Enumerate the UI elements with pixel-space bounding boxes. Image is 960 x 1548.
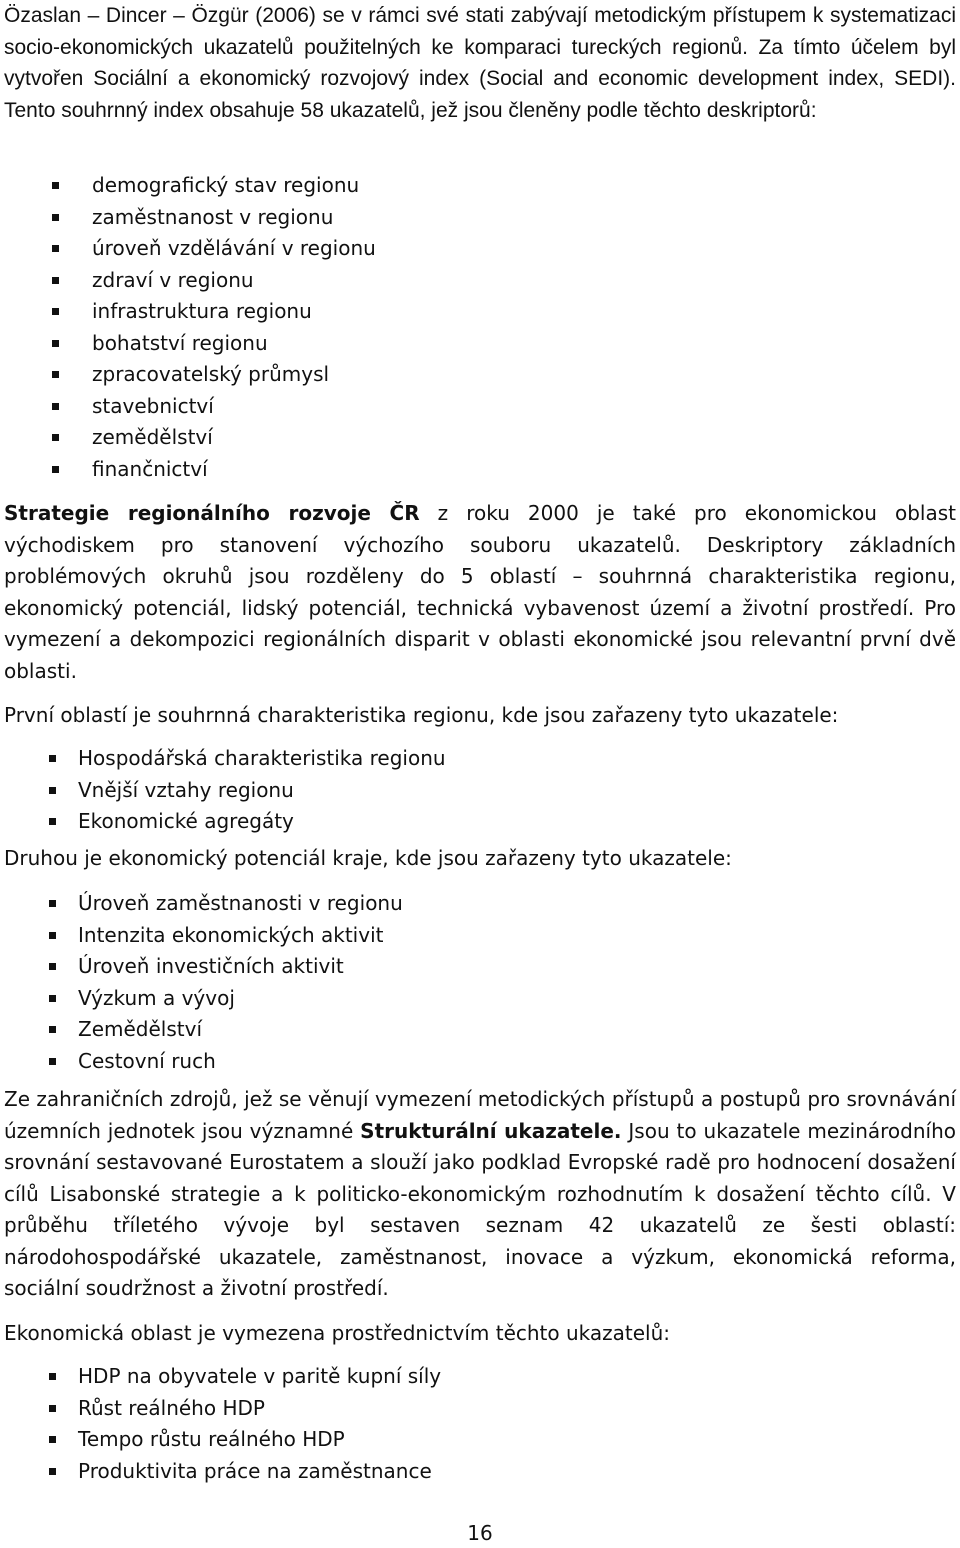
list-item (92, 233, 376, 265)
bullet-square-icon (52, 214, 59, 221)
list-item-text: zpracovatelský průmysl (92, 362, 330, 386)
first-area-intro: První oblastí je souhrnná charakteristika regionu, kde jsou zařazeny tyto ukazatele: (4, 703, 839, 727)
list-item-text: Růst reálného HDP (78, 1395, 265, 1420)
list-item-text: Úroveň investičních aktivit (78, 954, 344, 978)
bullet-square-icon (52, 245, 59, 252)
list-item-text: Vnější vztahy regionu (78, 777, 294, 802)
structural-indicators-term: Strukturální ukazatele. (360, 1118, 622, 1143)
list-item-text: HDP na obyvatele v paritě kupní síly (78, 1364, 442, 1388)
list-item-text: zemědělství (92, 425, 213, 449)
list-item (78, 888, 403, 920)
bullet-square-icon (52, 403, 59, 410)
economic-area-intro: Ekonomická oblast je vymezena prostřednictvím těchto ukazatelů: (4, 1321, 671, 1345)
list-item (92, 170, 376, 202)
list-item (78, 1014, 403, 1046)
intro-text-main: Özaslan – Dincer – Özgür (2006) se v rámci své stati zabývají metodickým přístupem k systematizaci socio-ekonomických ukazatelů použitelných ke komparaci tureckých regionů. Za tímto účelem byl vytvořen Sociální a ekonomický rozvojový index (Social and economic development index, SEDI). (4, 4, 956, 90)
bullet-square-icon (49, 963, 56, 970)
bullet-square-icon (49, 1026, 56, 1033)
list-item (92, 454, 376, 486)
list-item-text: Tempo růstu reálného HDP (78, 1427, 345, 1451)
list-item (78, 1393, 441, 1425)
strategy-text: z roku 2000 je také pro ekonomickou oblast východiskem pro stanovení výchozího souboru ukazatelů. Deskriptory základních problémových okruhů jsou rozděleny do 5 oblastí – souhrnná charakteristika regionu, ekonomický potenciál, lidský potenciál, technická vybavenost území a životní prostředí. Pro vymezení a dekompozici regionálních disparit v oblasti ekonomické jsou relevantní první dvě oblasti. (4, 501, 956, 683)
list-item-text: stavebnictví (92, 393, 214, 418)
list-item (92, 391, 376, 423)
bullet-square-icon (52, 371, 59, 378)
page-number: 16 (467, 1521, 493, 1545)
list-item-text: Produktivita práce na zaměstnance (78, 1458, 432, 1483)
list-item (78, 743, 446, 775)
bullet-square-icon (49, 818, 56, 825)
list-item (78, 1424, 441, 1456)
list-item-text: Úroveň zaměstnanosti v regionu (78, 891, 403, 915)
intro-text-tail: Tento souhrnný index obsahuje 58 ukazatelů, jež jsou členěny podle těchto deskriptorů: (4, 98, 817, 122)
list-item (78, 920, 403, 952)
bullet-square-icon (49, 932, 56, 939)
list-item-text: Ekonomické agregáty (78, 809, 294, 833)
first-area-list (78, 743, 446, 838)
list-item-text: infrastruktura regionu (92, 299, 312, 323)
list-item-text: demografický stav regionu (92, 173, 360, 197)
bullet-square-icon (52, 434, 59, 441)
list-item-text: Cestovní ruch (78, 1048, 216, 1073)
bullet-square-icon (52, 182, 59, 189)
foreign-text-start: Ze zahraničních zdrojů, jež se věnují vymezení metodických přístupů a postupů pro srovnávání územních jednotek jsou významné (4, 1087, 956, 1143)
list-item (78, 1046, 403, 1078)
bullet-square-icon (52, 466, 59, 473)
strategy-paragraph (4, 498, 956, 687)
list-item (92, 202, 376, 234)
list-item-text: Intenzita ekonomických aktivit (78, 922, 384, 947)
list-item (92, 359, 376, 391)
foreign-text-end: Jsou to ukazatele mezinárodního srovnání sestavované Eurostatem a slouží jako podklad Evropské radě pro hodnocení dosažení cílů Lisabonské strategie a k politicko-ekonomickým rozhodnutím k dosažení těchto cílů. V průběhu tříletého vývoje byl sestaven seznam 42 ukazatelů ze šesti oblastí: národohospodářské ukazatele, zaměstnanost, inovace a výzkum, ekonomická reforma, sociální soudržnost a životní prostředí. (4, 1118, 956, 1300)
bullet-square-icon (49, 1468, 56, 1475)
list-item (92, 296, 376, 328)
bullet-square-icon (52, 308, 59, 315)
bullet-square-icon (49, 1405, 56, 1412)
list-item (92, 265, 376, 297)
list-item (92, 422, 376, 454)
bullet-square-icon (52, 277, 59, 284)
bullet-square-icon (49, 1373, 56, 1380)
list-item-text: Výzkum a vývoj (78, 985, 235, 1010)
bullet-square-icon (52, 340, 59, 347)
list-item-text: finančnictví (92, 456, 208, 481)
list-item-text: bohatství regionu (92, 330, 268, 355)
list-item (78, 951, 403, 983)
list-item-text: Hospodářská charakteristika regionu (78, 746, 446, 770)
bullet-square-icon (49, 995, 56, 1002)
list-item-text: zdraví v regionu (92, 267, 254, 292)
bullet-square-icon (49, 1058, 56, 1065)
list-item (78, 775, 446, 807)
list-item (78, 1456, 441, 1488)
strategy-title: Strategie regionálního rozvoje ČR (4, 501, 420, 525)
list-item (92, 328, 376, 360)
bullet-square-icon (49, 1436, 56, 1443)
intro-paragraph (4, 0, 956, 126)
list-item-text: zaměstnanost v regionu (92, 204, 334, 229)
bullet-square-icon (49, 755, 56, 762)
bullet-square-icon (49, 900, 56, 907)
bullet-square-icon (49, 787, 56, 794)
list-item (78, 1361, 441, 1393)
list-item-text: Zemědělství (78, 1017, 203, 1041)
second-area-list (78, 888, 403, 1077)
descriptor-list (92, 170, 376, 485)
foreign-sources-paragraph (4, 1084, 956, 1305)
list-item (78, 806, 446, 838)
second-area-intro: Druhou je ekonomický potenciál kraje, kde jsou zařazeny tyto ukazatele: (4, 846, 732, 870)
list-item-text: úroveň vzdělávání v regionu (92, 236, 376, 260)
economic-area-list (78, 1361, 441, 1487)
list-item (78, 983, 403, 1015)
